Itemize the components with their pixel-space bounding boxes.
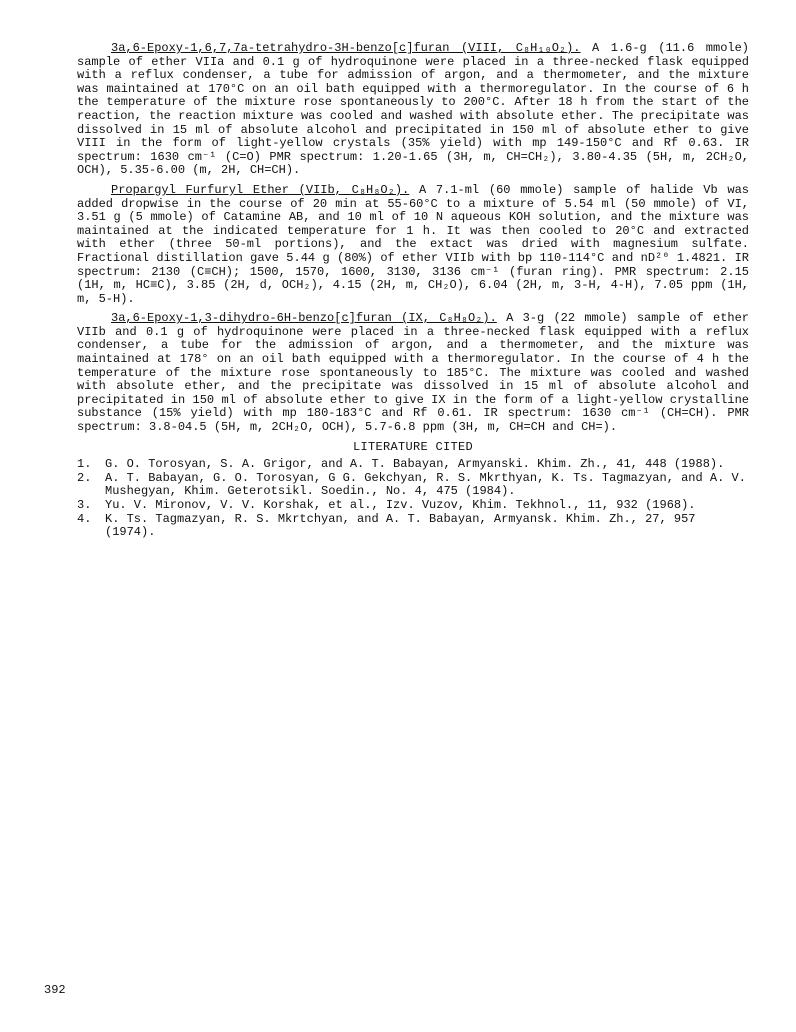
- reference-list: [77, 458, 749, 540]
- reference-text: K. Ts. Tagmazyan, R. S. Mkrtchyan, and A. T. Babayan, Armyansk. Khim. Zh., 27, 957 (1974).: [105, 511, 696, 540]
- paragraph-compound-viii: [77, 42, 749, 178]
- reference-item: [77, 513, 749, 540]
- ether-viib-title: Propargyl Furfuryl Ether (VIIb, C₈H₈O₂).: [111, 182, 410, 197]
- paragraph-ether-viib: [77, 184, 749, 306]
- literature-cited-heading: LITERATURE CITED: [352, 439, 474, 454]
- reference-item: [77, 458, 749, 472]
- ether-viib-body: A 7.1-ml (60 mmole) sample of halide Vb was added dropwise in the course of 20 min at 55-60°C to a mixture of 5.54 ml (50 mmole) of VI, 3.51 g (5 mmole) of Catamine AB, and 10 ml of 10 N aqueous KOH solution, and the mixture was maintained at the indicated temperature for 1 h. It was then cooled to 20°C and extracted with ether (three 50-ml portions), and the extact was dried with magnesium sulfate. Fractional distillation gave 5.44 g (80%) of ether VIIb with bp 110-114°C and nD²⁰ 1.4821. IR spectrum: 2130 (C≡CH); 1500, 1570, 1600, 3130, 3136 cm⁻¹ (furan ring). PMR spectrum: 2.15 (1H, m, HC≡C), 3.85 (2H, d, OCH₂), 4.15 (2H, m, CH₂O), 6.04 (2H, m, 3-H, 4-H), 7.05 ppm (1H, m, 5-H).: [77, 182, 749, 306]
- page-number: 392: [44, 983, 66, 997]
- reference-number: 4.: [77, 511, 92, 526]
- compound-ix-body: A 3-g (22 mmole) sample of ether VIIb and 0.1 g of hydroquinone were placed in a three-necked flask equipped with a reflux condenser, a tube for the admission of argon, and a thermometer, and the mixture was maintained at 178° on an oil bath equipped with a thermoregulator. In the course of 4 h the temperature of the mixture rose spontaneously to 185°C. The mixture was cooled and washed with absolute ether, and the precipitate was dissolved in 15 ml of absolute alcohol and precipitated in 150 ml of absolute ether to give IX in the form of a light-yellow crystalline substance (15% yield) with mp 180-183°C and Rf 0.61. IR spectrum: 1630 cm⁻¹ (CH=CH). PMR spectrum: 3.8-04.5 (5H, m, 2CH₂O, OCH), 5.7-6.8 ppm (3H, m, CH=CH and CH=).: [77, 311, 750, 435]
- compound-ix-title: 3a,6-Epoxy-1,3-dihydro-6H-benzo[c]furan (IX, C₈H₈O₂).: [111, 311, 497, 326]
- reference-number: 1.: [77, 457, 92, 472]
- compound-viii-body: A 1.6-g (11.6 mmole) sample of ether VIIa and 0.1 g of hydroquinone were placed in a three-necked flask equipped with a reflux condenser, a tube for admission of argon, and a thermometer, and the mixture was maintained at 170°C on an oil bath equipped with a thermoregulator. In the course of 6 h the temperature of the mixture rose spontaneously to 200°C. After 18 h from the start of the reaction, the reaction mixture was cooled and washed with absolute ether. The precipitate was dissolved in 15 ml of absolute alcohol and precipitated in 150 ml of absolute ether to give VIII in the form of light-yellow crystals (35% yield) with mp 149-150°C and Rf 0.63. IR spectrum: 1630 cm⁻¹ (C=O) PMR spectrum: 1.20-1.65 (3H, m, CH=CH₂), 3.80-4.35 (5H, m, 2CH₂O, OCH), 5.35-6.00 (m, 2H, CH=CH).: [77, 41, 750, 178]
- reference-text: Yu. V. Mironov, V. V. Korshak, et al., Izv. Vuzov, Khim. Tekhnol., 11, 932 (1968).: [105, 498, 696, 512]
- reference-number: 2.: [77, 470, 92, 485]
- reference-text: G. O. Torosyan, S. A. Grigor, and A. T. Babayan, Armyanski. Khim. Zh., 41, 448 (1988).: [105, 457, 725, 472]
- main-text-column: [77, 42, 749, 540]
- reference-item: [77, 472, 749, 499]
- paragraph-compound-ix: [77, 312, 749, 434]
- compound-viii-title: 3a,6-Epoxy-1,6,7,7a-tetrahydro-3H-benzo[c]furan (VIII, C₈H₁₀O₂).: [111, 41, 581, 55]
- reference-text: A. T. Babayan, G. O. Torosyan, G G. Gekchyan, R. S. Mkrthyan, K. Ts. Tagmazyan, and A. V. Mushegyan, Khim. Geterotsikl. Soedin., No. 4, 475 (1984).: [105, 470, 746, 499]
- reference-number: 3.: [77, 498, 92, 512]
- reference-item: [77, 499, 749, 513]
